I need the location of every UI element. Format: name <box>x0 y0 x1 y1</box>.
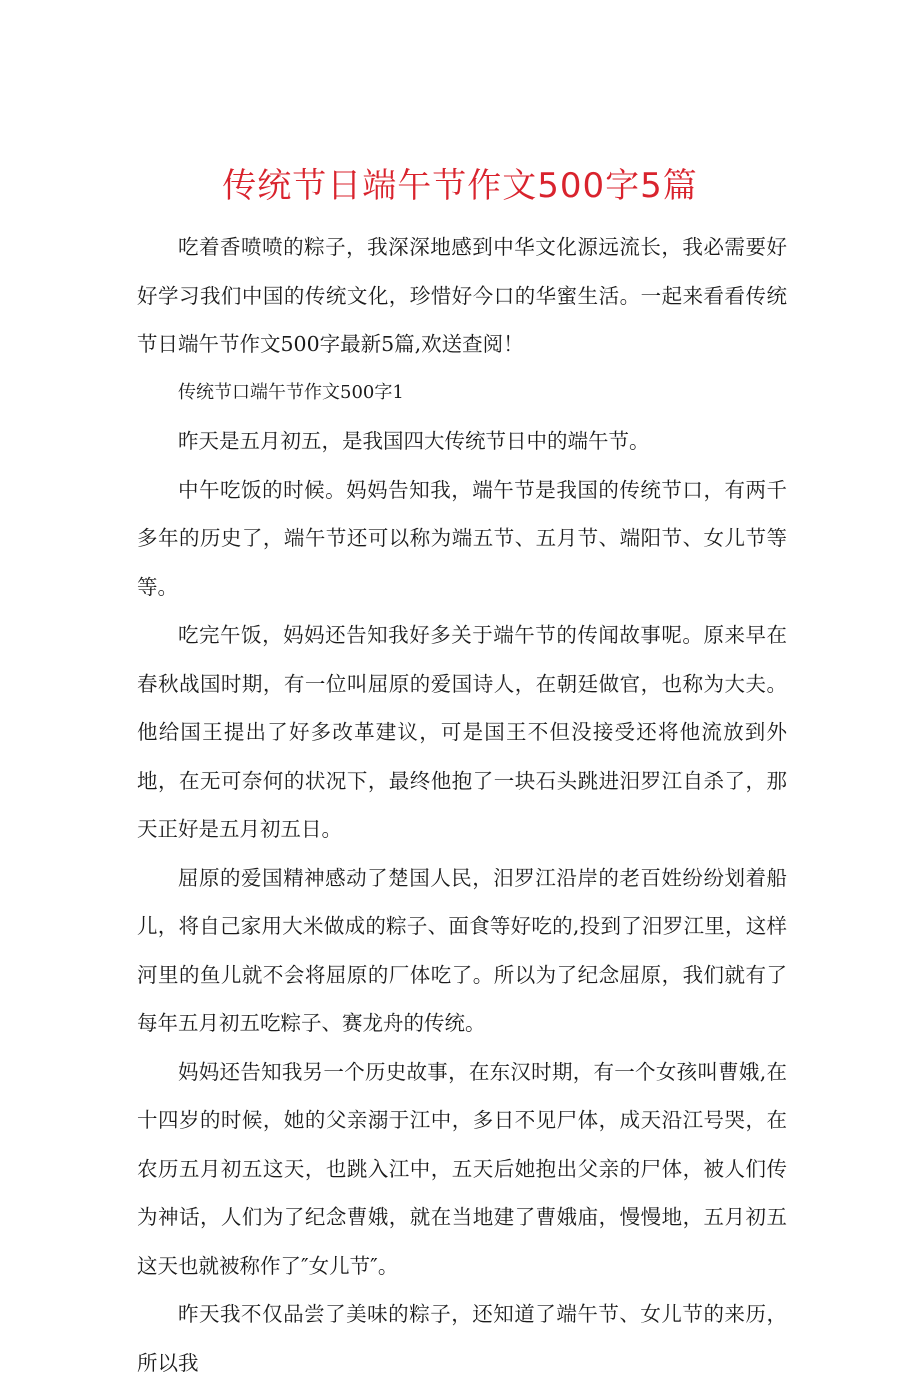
body-paragraph: 妈妈还告知我另一个历史故事，在东汉时期，有一个女孩叫曹娥,在十四岁的时候，她的父亲溺于江中，多日不见尸体，成天沿江号哭，在农历五月初五这天，也跳入江中，五天后她抱出父亲的尸体，被人们传为神话，人们为了纪念曹娥，就在当地建了曹娥庙，慢慢地，五月初五这天也就被称作了″女儿节″。 <box>137 1059 787 1278</box>
document-title: 传统节日端午节作文500字5篇 <box>222 165 698 206</box>
body-paragraph: 吃完午饭，妈妈还告知我好多关于端午节的传闻故事呢。原来早在春秋战国时期，有一位叫屈原的爱国诗人，在朝廷做官，也称为大夫。他给国王提出了好多改革建议，可是国王不但没接受还将他流放到外地，在无可奈何的状况下，最终他抱了一块石头跳进汨罗江自杀了，那天正好是五月初五日。 <box>137 623 787 841</box>
document-body <box>137 223 787 1387</box>
body-paragraph: 昨天我不仅品尝了美味的粽子，还知道了端午节、女儿节的来历，所以我 <box>137 1302 787 1375</box>
body-paragraph: 中午吃饭的时候。妈妈告知我，端午节是我国的传统节口，有两千多年的历史了，端午节还可以称为端五节、五月节、端阳节、女儿节等等。 <box>137 477 787 599</box>
intro-paragraph: 吃着香喷喷的粽子，我深深地感到中华文化源远流长，我必需要好好学习我们中国的传统文化，珍惜好今口的华蜜生活。一起来看看传统节日端午节作文500字最新5篇,欢送查阅！ <box>137 235 787 356</box>
body-paragraph: 昨天是五月初五，是我国四大传统节日中的端午节。 <box>178 429 650 453</box>
body-paragraph: 屈原的爱国精神感动了楚国人民，汨罗江沿岸的老百姓纷纷划着船儿，将自己家用大米做成的粽子、面食等好吃的,投到了汨罗江里，这样河里的鱼儿就不会将屈原的厂体吃了。所以为了纪念屈原，我们就有了每年五月初五吃粽子、赛龙舟的传统。 <box>137 865 787 1035</box>
section-heading: 传统节口端午节作文500字1 <box>178 381 404 403</box>
